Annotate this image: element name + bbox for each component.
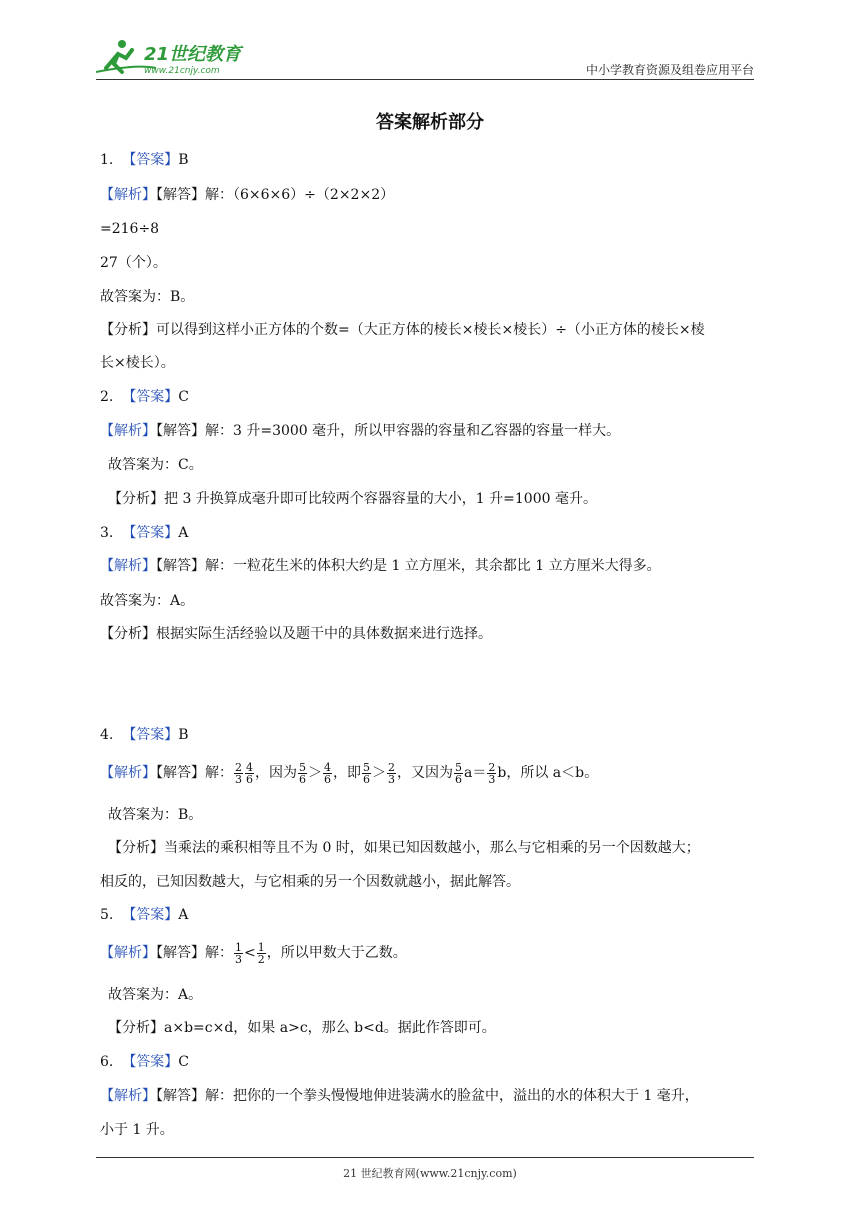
q4-number: 4.	[100, 727, 114, 743]
fraction: $\frac{5}{6}$	[299, 760, 306, 786]
q1-reason-line2: 长×棱长）。	[100, 355, 175, 371]
q3-number: 3.	[100, 525, 114, 541]
fraction: $\frac{1}{2}$	[257, 940, 265, 966]
q1-reason-text1: 可以得到这样小正方体的个数=（大正方体的棱长×棱长×棱长）÷（小正方体的棱长×棱	[156, 322, 705, 338]
solution-tag: 【解答】	[156, 423, 205, 439]
q5-answer-line	[100, 905, 188, 925]
q6-answer: C	[178, 1054, 189, 1070]
reason-tag: 【分析】	[100, 322, 156, 338]
fraction: $\frac{1}{3}$	[235, 940, 242, 966]
header-divider	[96, 79, 754, 80]
q4-answer-line	[100, 725, 189, 745]
q4-conclusion: 故答案为：B。	[108, 807, 203, 823]
logo-runner-icon	[96, 38, 261, 78]
answer-tag: 【答案】	[122, 907, 179, 923]
q4-reason-line2: 相反的，已知因数越大，与它相乘的另一个因数就越小，据此解答。	[100, 874, 520, 890]
q6-solution-text1: 解：把你的一个拳头慢慢地伸进装满水的脸盆中，溢出的水的体积大于 1 毫升，	[205, 1088, 699, 1104]
fraction: $\frac{2}{3}$	[488, 760, 496, 786]
fraction: $\frac{2}{3}$	[388, 760, 395, 786]
analysis-tag: 【解析】	[100, 1088, 156, 1104]
answer-tag: 【答案】	[122, 152, 179, 168]
solution-tag: 【解答】	[156, 1088, 205, 1104]
logo-text: 21世纪教育	[144, 44, 242, 65]
q6-solution-line2: 小于 1 升。	[100, 1122, 174, 1138]
q2-reason: 把 3 升换算成毫升即可比较两个容器容量的大小，1 升=1000 毫升。	[164, 491, 597, 507]
q3-answer-line	[100, 523, 188, 543]
q5-reason: a×b=c×d，如果 a>c，那么 b<d。据此作答即可。	[164, 1020, 496, 1036]
q1-solution: 解：（6×6×6）÷（2×2×2）	[205, 187, 395, 203]
q4-reason-line1	[108, 838, 700, 858]
q5-solution-line: 【解析】【解答】解： $\frac{1}{3}$ < $\frac{1}{2}$ ，所以甲数大于乙数。	[100, 940, 407, 966]
header-platform-text: 中小学教育资源及组卷应用平台	[585, 63, 754, 77]
analysis-tag: 【解析】	[100, 558, 156, 574]
q6-number: 6.	[100, 1054, 114, 1070]
q4-reason-text1: 当乘法的乘积相等且不为 0 时，如果已知因数越小，那么与它相乘的另一个因数越大；	[164, 840, 700, 856]
q2-conclusion: 故答案为：C。	[108, 457, 203, 473]
q5-conclusion: 故答案为：A。	[108, 987, 203, 1003]
q2-answer: C	[178, 389, 189, 405]
fraction: $\frac{4}{6}$	[246, 760, 253, 786]
answer-tag: 【答案】	[122, 389, 179, 405]
footer-text[interactable]: 21 世纪教育网(www.21cnjy.com)	[343, 1167, 517, 1180]
logo-url: www.21cnjy.com	[144, 66, 220, 76]
q2-answer-line	[100, 387, 189, 407]
q2-reason-line	[108, 489, 597, 509]
reason-tag: 【分析】	[108, 491, 164, 507]
site-logo	[96, 38, 261, 78]
q1-conclusion: 故答案为：B。	[100, 289, 195, 305]
q6-answer-line	[100, 1052, 189, 1072]
q1-solution-line	[100, 185, 394, 205]
reason-tag: 【分析】	[108, 1020, 164, 1036]
footer-divider	[96, 1157, 754, 1158]
q1-answer-line	[100, 150, 189, 170]
q4-sol-prefix: 解：	[205, 765, 233, 781]
q5-answer: A	[178, 907, 189, 923]
q1-step1: =216÷8	[100, 221, 160, 237]
q2-solution-line	[100, 421, 620, 441]
q3-conclusion: 故答案为：A。	[100, 593, 195, 609]
answer-tag: 【答案】	[122, 1054, 179, 1070]
q1-step2: 27（个）。	[100, 255, 167, 271]
q4-answer: B	[178, 727, 189, 743]
analysis-tag: 【解析】	[100, 945, 156, 961]
reason-tag: 【分析】	[100, 626, 156, 642]
solution-tag: 【解答】	[156, 765, 205, 781]
q3-solution: 解：一粒花生米的体积大约是 1 立方厘米，其余都比 1 立方厘米大得多。	[205, 558, 661, 574]
solution-tag: 【解答】	[156, 187, 205, 203]
q1-reason-line1	[100, 320, 705, 340]
q2-number: 2.	[100, 389, 114, 405]
q5-number: 5.	[100, 907, 114, 923]
q2-solution: 解：3 升=3000 毫升，所以甲容器的容量和乙容器的容量一样大。	[205, 423, 621, 439]
q5-reason-line	[108, 1018, 496, 1038]
fraction: $\frac{5}{6}$	[363, 760, 370, 786]
q6-solution-line1	[100, 1086, 699, 1106]
analysis-tag: 【解析】	[100, 187, 156, 203]
q3-solution-line	[100, 556, 661, 576]
solution-tag: 【解答】	[156, 945, 205, 961]
q3-reason: 根据实际生活经验以及题干中的具体数据来进行选择。	[156, 626, 492, 642]
analysis-tag: 【解析】	[100, 765, 156, 781]
answer-tag: 【答案】	[122, 525, 179, 541]
q1-number: 1.	[100, 152, 114, 168]
fraction: $\frac{2}{3}$	[235, 760, 242, 786]
reason-tag: 【分析】	[108, 840, 164, 856]
q3-reason-line	[100, 624, 492, 644]
analysis-tag: 【解析】	[100, 423, 156, 439]
answer-tag: 【答案】	[122, 727, 179, 743]
page-title: 答案解析部分	[376, 112, 484, 133]
solution-tag: 【解答】	[156, 558, 205, 574]
fraction: $\frac{5}{6}$	[455, 760, 462, 786]
q3-answer: A	[178, 525, 189, 541]
q1-answer: B	[178, 152, 189, 168]
q4-solution-line: 【解析】【解答】解： $\frac{2}{3}$ $\frac{4}{6}$ ，因为 $\frac{5}{6}$ ＞ $\frac{4}{6}$ ，即 $\frac{5}{6}$ ＞ $\frac{2}{3}$ ，又因为 $\frac{5}{6}$ a＝ $\frac{2}{3}$ b，所以 a＜b。	[100, 760, 599, 786]
fraction: $\frac{4}{6}$	[324, 760, 331, 786]
